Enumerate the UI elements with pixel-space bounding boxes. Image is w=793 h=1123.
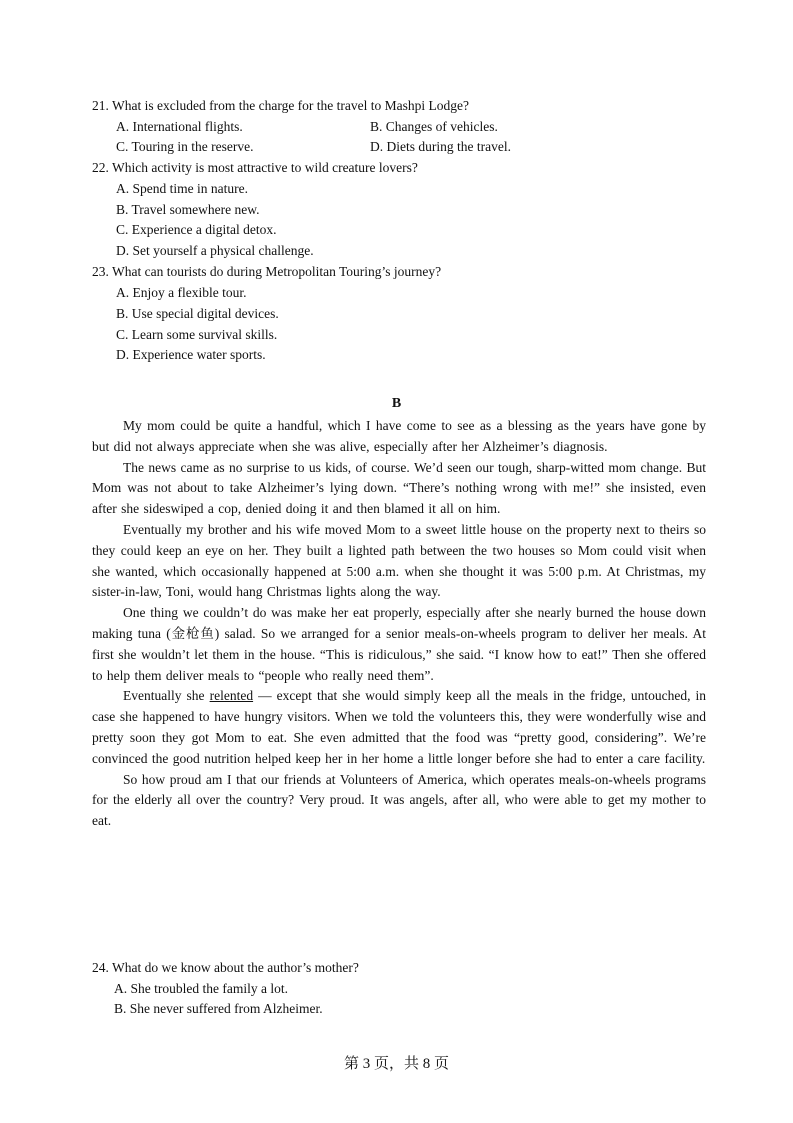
question-21-stem: 21. What is excluded from the charge for the travel to Mashpi Lodge? [92, 98, 470, 113]
question-24-stem: 24. What do we know about the author’s mother? [92, 960, 359, 975]
underlined-word: relented [209, 688, 254, 704]
passage-paragraph-5-rest: — except that she would simply keep all the meals in the fridge, untouched, in case she happened to have hungry visitors. When we told the volunteers this, they were wonderfully wise and pretty soon they got Mom to eat. She even admitted that the food was “pretty good, considering”. We’re convinced the good nutrition helped keep her in her home a little longer before she had to enter a care facility. [92, 688, 706, 766]
question-21-option-b: B. Changes of vehicles. [370, 119, 498, 134]
question-23-option-a: A. Enjoy a flexible tour. [116, 285, 247, 300]
question-22-option-b: B. Travel somewhere new. [116, 202, 260, 217]
passage-paragraph-2: The news came as no surprise to us kids, of course. We’d seen our tough, sharp-witted mom change. But Mom was not about to take Alzheimer’s lying down. “There’s nothing wrong with me!” she insisted, even after she sideswiped a cop, denied doing it and then blamed it all on him. [92, 459, 706, 517]
question-21-option-a: A. International flights. [116, 119, 243, 134]
question-23-option-d: D. Experience water sports. [116, 347, 266, 362]
passage-paragraph-4: One thing we couldn’t do was make her eat properly, especially after she nearly burned the house down making tuna (金枪鱼) salad. So we arranged for a senior meals-on-wheels program to deliver her meals. At first she wouldn’t let them in the house. “This is ridiculous,” she said. “I know how to eat!” Then she offered to help them deliver meals to “people who really need them”. [92, 605, 706, 683]
passage-paragraph-5-start: Eventually she [123, 688, 210, 704]
passage-paragraph-1: My mom could be quite a handful, which I have come to see as a blessing as the years have gone by but did not always appreciate when she was alive, especially after her Alzheimer’s diagnosis. [92, 418, 706, 454]
reading-passage [92, 416, 706, 832]
section-label: B [391, 396, 402, 411]
question-22-option-c: C. Experience a digital detox. [116, 222, 277, 237]
question-22-option-d: D. Set yourself a physical challenge. [116, 243, 314, 258]
page-number: 第 3 页，共 8 页 [343, 1056, 449, 1072]
question-21-option-c: C. Touring in the reserve. [116, 139, 254, 154]
question-24-option-a: A. She troubled the family a lot. [114, 981, 288, 996]
question-23-option-c: C. Learn some survival skills. [116, 327, 278, 342]
passage-paragraph-3: Eventually my brother and his wife moved Mom to a sweet little house on the property next to theirs so they could keep an eye on her. They built a lighted path between the two houses so Mom could visit when she wanted, which occasionally happened at 5:00 a.m. when she thought it was 5:00 p.m. At Christmas, my sister-in-law, Toni, would hang Christmas lights along the way. [92, 521, 706, 600]
question-24-option-b: B. She never suffered from Alzheimer. [114, 1001, 323, 1016]
passage-paragraph-6: So how proud am I that our friends at Volunteers of America, which operates meals-on-wheels programs for the elderly all over the country? Very proud. It was angels, after all, who were able to get my mother to eat. [92, 771, 706, 829]
question-22-option-a: A. Spend time in nature. [116, 181, 248, 196]
question-23-stem: 23. What can tourists do during Metropolitan Touring’s journey? [92, 264, 442, 279]
question-23-option-b: B. Use special digital devices. [116, 306, 279, 321]
passage-paragraph-5 [92, 686, 706, 769]
question-21-option-d: D. Diets during the travel. [370, 139, 511, 154]
question-22-stem: 22. Which activity is most attractive to wild creature lovers? [92, 160, 418, 175]
